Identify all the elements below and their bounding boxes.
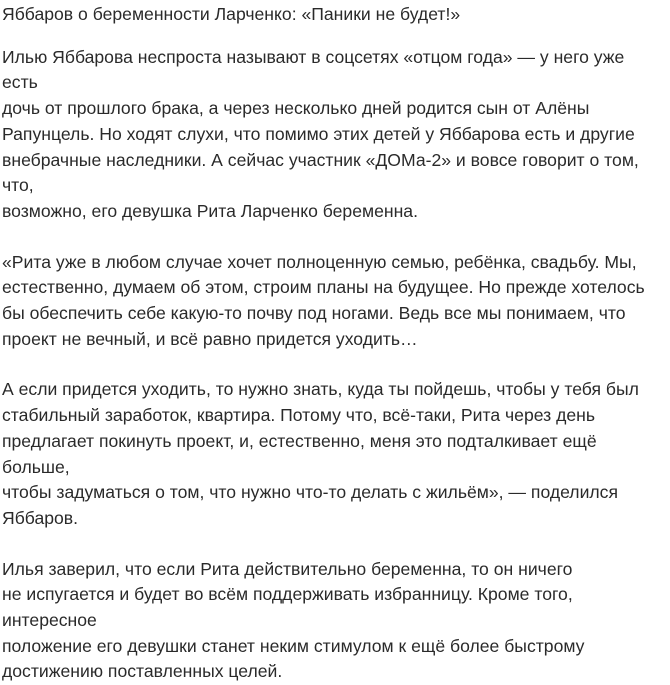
article-paragraph-3-quote: А если придется уходить, то нужно знать, куда ты пойдешь, чтобы у тебя был стабильный заработок, квартира. Потому что, всё-таки, Рита через день предлагает покинуть проект, и, естественно, меня это подталкивает ещё больше, чтобы задуматься о том, что нужно что-то делать с жильём», — поделился Яббаров. xyxy=(2,379,639,528)
article xyxy=(2,0,662,685)
article-paragraph-2-quote: «Рита уже в любом случае хочет полноценную семью, ребёнка, свадьбу. Мы, естественно, думаем об этом, строим планы на будущее. Но прежде хотелось бы обеспечить себе какую-то почву под ногами. Ведь все мы понимаем, что проект не вечный, и всё равно придется уходить… xyxy=(2,251,645,349)
article-title: Яббаров о беременности Ларченко: «Паники не будет!» xyxy=(2,4,461,24)
article-paragraph-1: Илью Яббарова неспроста называют в соцсетях «отцом года» — у него уже есть дочь от прошлого брака, а через несколько дней родится сын от Алёны Рапунцель. Но ходят слухи, что помимо этих детей у Яббарова есть и другие внебрачные наследники. А сейчас участник «ДОМа-2» и вовсе говорит о том, что, возможно, его девушка Рита Ларченко беременна. xyxy=(2,46,639,221)
article-paragraph-4: Илья заверил, что если Рита действительно беременна, то он ничего не испугается и будет во всём поддерживать избранницу. Кроме того, интересное положение его девушки станет неким стимулом к ещё более быстрому достижению поставленных целей. xyxy=(2,558,585,682)
